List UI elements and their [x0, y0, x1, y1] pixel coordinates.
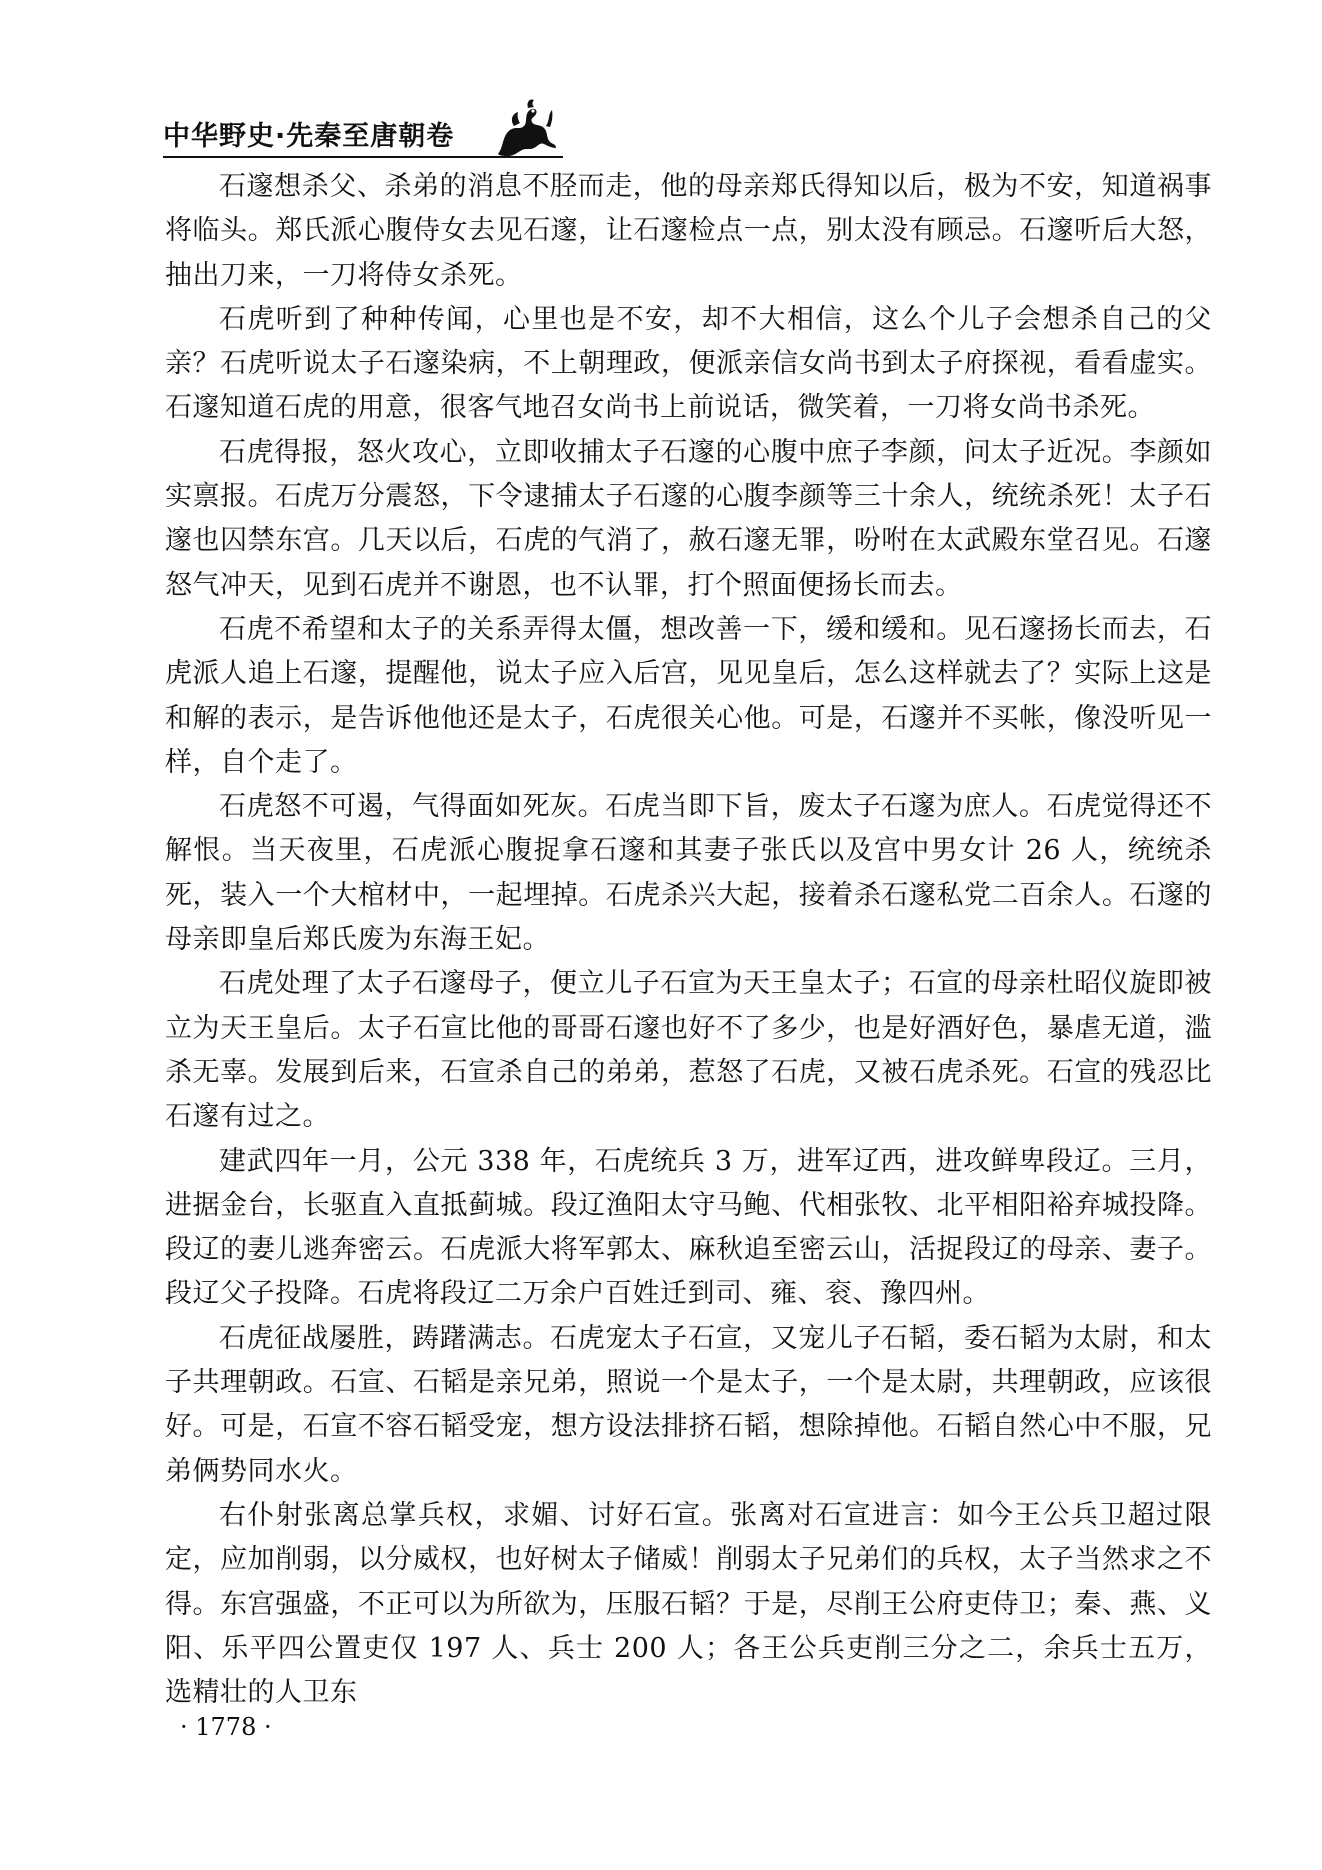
paragraph: 石虎不希望和太子的关系弄得太僵，想改善一下，缓和缓和。见石邃扬长而去，石虎派人追上石邃，提醒他，说太子应入后宫，见见皇后，怎么这样就去了？实际上这是和解的表示，是告诉他他还是太子，石虎很关心他。可是，石邃并不买帐，像没听见一样，自个走了。: [165, 613, 1212, 778]
paragraph: 石虎听到了种种传闻，心里也是不安，却不大相信，这么个儿子会想杀自己的父亲？石虎听说太子石邃染病，不上朝理政，便派亲信女尚书到太子府探视，看看虚实。石邃知道石虎的用意，很客气地召女尚书上前说话，微笑着，一刀将女尚书杀死。: [165, 303, 1212, 424]
paragraph: 石虎征战屡胜，踌躇满志。石虎宠太子石宣，又宠儿子石韬，委石韬为太尉，和太子共理朝政。石宣、石韬是亲兄弟，照说一个是太子，一个是太尉，共理朝政，应该很好。可是，石宣不容石韬受宠，想方设法排挤石韬，想除掉他。石韬自然心中不服，兄弟俩势同水火。: [165, 1322, 1212, 1487]
paragraph: 石虎怒不可遏，气得面如死灰。石虎当即下旨，废太子石邃为庶人。石虎觉得还不解恨。当天夜里，石虎派心腹捉拿石邃和其妻子张氏以及宫中男女计 26 人，统统杀死，装入一个大棺材中，一起埋掉。石虎杀兴大起，接着杀石邃私党二百余人。石邃的母亲即皇后郑氏废为东海王妃。: [165, 791, 1212, 956]
paragraph: 右仆射张离总掌兵权，求媚、讨好石宣。张离对石宣进言：如今王公兵卫超过限定，应加削弱，以分威权，也好树太子储威！削弱太子兄弟们的兵权，太子当然求之不得。东宫强盛，不正可以为所欲为，压服石韬？于是，尽削王公府吏侍卫；秦、燕、义阳、乐平四公置吏仅 197 人、兵士 200 人；各王公兵吏削三分之二，余兵士五万，选精壮的人卫东: [165, 1499, 1212, 1709]
paragraph: 石虎得报，怒火攻心，立即收捕太子石邃的心腹中庶子李颜，问太子近况。李颜如实禀报。石虎万分震怒，下令逮捕太子石邃的心腹李颜等三十余人，统统杀死！太子石邃也囚禁东宫。几天以后，石虎的气消了，赦石邃无罪，吩咐在太武殿东堂召见。石邃怒气冲天，见到石虎并不谢恩，也不认罪，打个照面便扬长而去。: [165, 436, 1212, 601]
paragraph: 建武四年一月，公元 338 年，石虎统兵 3 万，进军辽西，进攻鲜卑段辽。三月，进据金台，长驱直入直抵蓟城。段辽渔阳太守马鲍、代相张牧、北平相阳裕弃城投降。段辽的妻儿逃奔密云。石虎派大将军郭太、麻秋追至密云山，活捉段辽的母亲、妻子。段辽父子投降。石虎将段辽二万余户百姓迁到司、雍、衮、豫四州。: [165, 1145, 1212, 1310]
dragon-emblem-icon: [490, 96, 560, 160]
body-text: [165, 165, 1212, 1715]
page-number: · 1778 ·: [180, 1713, 272, 1741]
paragraph: 石虎处理了太子石邃母子，便立儿子石宣为天王皇太子；石宣的母亲杜昭仪旋即被立为天王皇后。太子石宣比他的哥哥石邃也好不了多少，也是好酒好色，暴虐无道，滥杀无辜。发展到后来，石宣杀自己的弟弟，惹怒了石虎，又被石虎杀死。石宣的残忍比石邃有过之。: [165, 968, 1212, 1133]
header-title: 中华野史·先秦至唐朝卷: [163, 121, 455, 152]
paragraph: 石邃想杀父、杀弟的消息不胫而走，他的母亲郑氏得知以后，极为不安，知道祸事将临头。郑氏派心腹侍女去见石邃，让石邃检点一点，别太没有顾忌。石邃听后大怒，抽出刀来，一刀将侍女杀死。: [165, 171, 1212, 291]
